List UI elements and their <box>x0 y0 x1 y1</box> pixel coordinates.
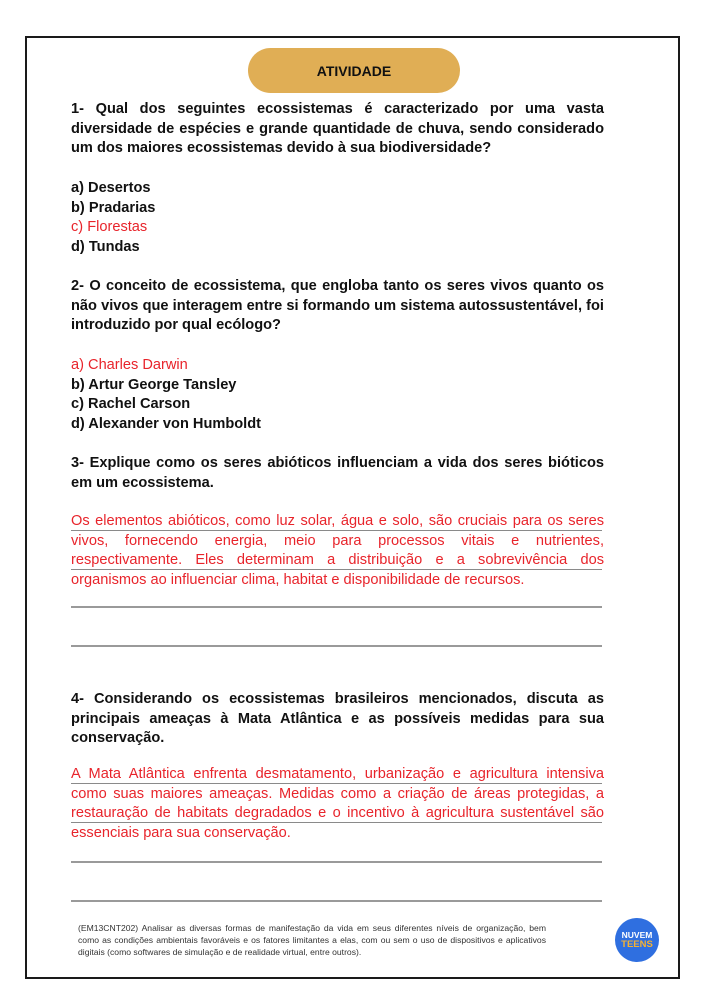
option: c) Rachel Carson <box>71 396 191 413</box>
question-1-options <box>71 179 155 257</box>
answer-line <box>71 861 602 863</box>
option: a) Desertos <box>71 180 151 196</box>
skill-description: (EM13CNT202) Analisar as diversas formas de manifestação da vida em seus diferentes níveis de organização, bem como as condições ambientais favoráveis e os fatores limitantes a elas, com ou sem o uso de dispositivos e aplicativos digitais (como softwares de simulação e de realidade virtual, entre outros). <box>78 923 546 957</box>
option: d) Alexander von Humboldt <box>71 415 261 432</box>
activity-badge <box>248 48 460 93</box>
question-3-prompt: 3- Explique como os seres abióticos influenciam a vida dos seres bióticos em um ecossistema. <box>71 455 604 491</box>
answer-underline <box>71 569 602 570</box>
option-highlighted: a) Charles Darwin <box>71 357 188 373</box>
option: b) Pradarias <box>71 199 156 216</box>
question-2-prompt: 2- O conceito de ecossistema, que engloba tanto os seres vivos quanto os não vivos que interagem entre si formando um sistema autossustentável, foi introduzido por qual ecólogo? <box>71 278 604 334</box>
activity-badge-label: ATIVIDADE <box>316 62 392 79</box>
question-3-answer: Os elementos abióticos, como luz solar, água e solo, são cruciais para os seres vivos, fornecendo energia, meio para processos vitais e nutrientes, respectivamente. Eles determinam a distribuição e a sobrevivência dos organismos ao influenciar clima, habitat e disponibilidade de recursos. <box>71 513 604 588</box>
answer-underline <box>71 822 602 823</box>
answer-underline <box>71 530 602 531</box>
logo-text-line2: TEENS <box>621 939 653 950</box>
option: d) Tundas <box>71 238 140 255</box>
nuvem-teens-logo <box>615 918 659 962</box>
answer-line <box>71 606 602 608</box>
question-4-prompt: 4- Considerando os ecossistemas brasileiros mencionados, discuta as principais ameaças à Mata Atlântica e as possíveis medidas para sua conservação. <box>71 691 604 747</box>
logo-text-line1: NUVEM <box>621 930 653 940</box>
question-1-prompt: 1- Qual dos seguintes ecossistemas é caracterizado por uma vasta diversidade de espécies e grande quantidade de chuva, sendo considerado um dos maiores ecossistemas devido à sua biodiversidade? <box>71 101 604 157</box>
question-4-answer: A Mata Atlântica enfrenta desmatamento, urbanização e agricultura intensiva como suas maiores ameaças. Medidas como a criação de áreas protegidas, a restauração de habitats degradados e o incentivo à agricultura sustentável são essenciais para sua conservação. <box>71 766 604 841</box>
answer-underline <box>71 783 602 784</box>
option: b) Artur George Tansley <box>71 376 237 393</box>
question-2-options <box>71 356 261 434</box>
answer-line <box>71 900 602 902</box>
option-highlighted: c) Florestas <box>71 219 148 236</box>
answer-line <box>71 645 602 647</box>
